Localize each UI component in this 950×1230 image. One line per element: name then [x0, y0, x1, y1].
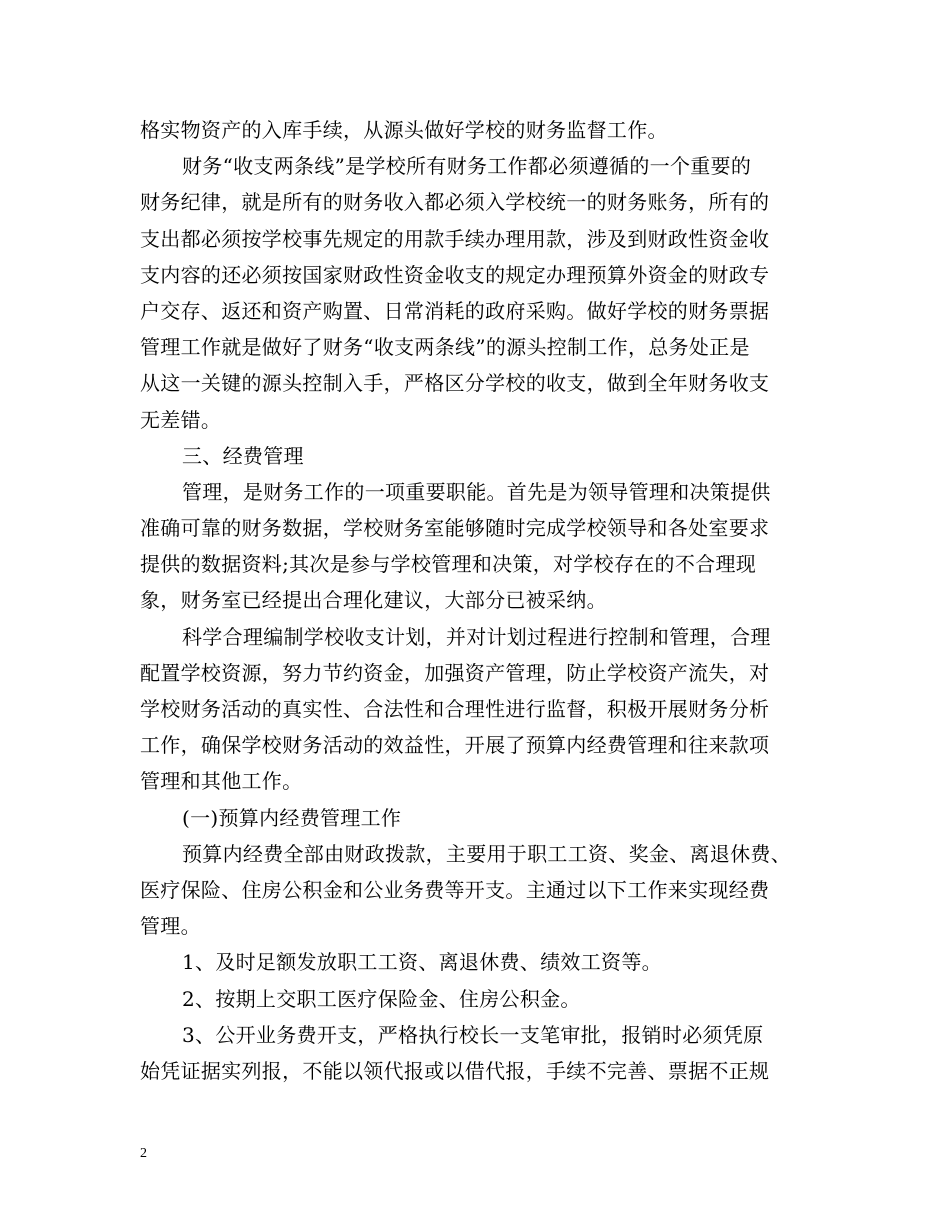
section-heading: 三、经费管理	[182, 443, 304, 468]
text-line: 学校财务活动的真实性、合法性和合理性进行监督，积极开展财务分析	[140, 697, 770, 721]
text-line: 工作，确保学校财务活动的效益性，开展了预算内经费管理和往来款项	[140, 733, 770, 758]
list-item: 2、按期上交职工医疗保险金、住房公积金。	[182, 986, 581, 1011]
text-line: 医疗保险、住房公积金和公业务费等开支。主通过以下工作来实现经费	[140, 877, 770, 902]
text-line: 支内容的还必须按国家财政性资金收支的规定办理预算外资金的财政专	[140, 262, 770, 287]
text-line: 科学合理编制学校收支计划，并对计划过程进行控制和管理，合理	[182, 624, 771, 649]
text-line: 财务纪律，就是所有的财务收入都必须入学校统一的财务账务，所有的	[140, 190, 770, 215]
page-number: 2	[140, 1146, 147, 1161]
list-item: 1、及时足额发放职工工资、离退休费、绩效工资等。	[182, 950, 662, 975]
text-line: 管理，是财务工作的一项重要职能。首先是为领导管理和决策提供	[182, 479, 771, 504]
subsection-heading: (一)预算内经费管理工作	[182, 805, 402, 830]
text-line: 户交存、返还和资产购置、日常消耗的政府采购。做好学校的财务票据	[140, 298, 770, 323]
text-line: 准确可靠的财务数据，学校财务室能够随时完成学校领导和各处室要求	[140, 516, 770, 541]
text-line: 格实物资产的入库手续，从源头做好学校的财务监督工作。	[140, 118, 668, 142]
text-line: 支出都必须按学校事先规定的用款手续办理用款，涉及到财政性资金收	[140, 226, 770, 251]
text-line: 从这一关键的源头控制入手，严格区分学校的收支，做到全年财务收支	[140, 371, 770, 396]
text-line: 提供的数据资料;其次是参与学校管理和决策，对学校存在的不合理现	[140, 552, 757, 577]
text-line: 管理。	[140, 914, 201, 939]
text-line: 管理和其他工作。	[140, 769, 303, 794]
text-line: 无差错。	[140, 407, 222, 432]
text-line: 管理工作就是做好了财务“收支两条线”的源头控制工作，总务处正是	[140, 335, 750, 360]
list-item: 3、公开业务费开支，严格执行校长一支笔审批，报销时必须凭原	[182, 1022, 764, 1047]
text-line: 配置学校资源，努力节约资金，加强资产管理，防止学校资产流失，对	[140, 660, 770, 685]
document-body	[140, 112, 830, 1089]
text-line: 财务“收支两条线”是学校所有财务工作都必须遵循的一个重要的	[182, 154, 752, 179]
text-line: 预算内经费全部由财政拨款，主要用于职工工资、奖金、离退休费、	[182, 841, 791, 866]
text-line: 始凭证据实列报，不能以领代报或以借代报，手续不完善、票据不正规	[140, 1058, 770, 1083]
text-line: 象，财务室已经提出合理化建议，大部分已被采纳。	[140, 588, 607, 613]
